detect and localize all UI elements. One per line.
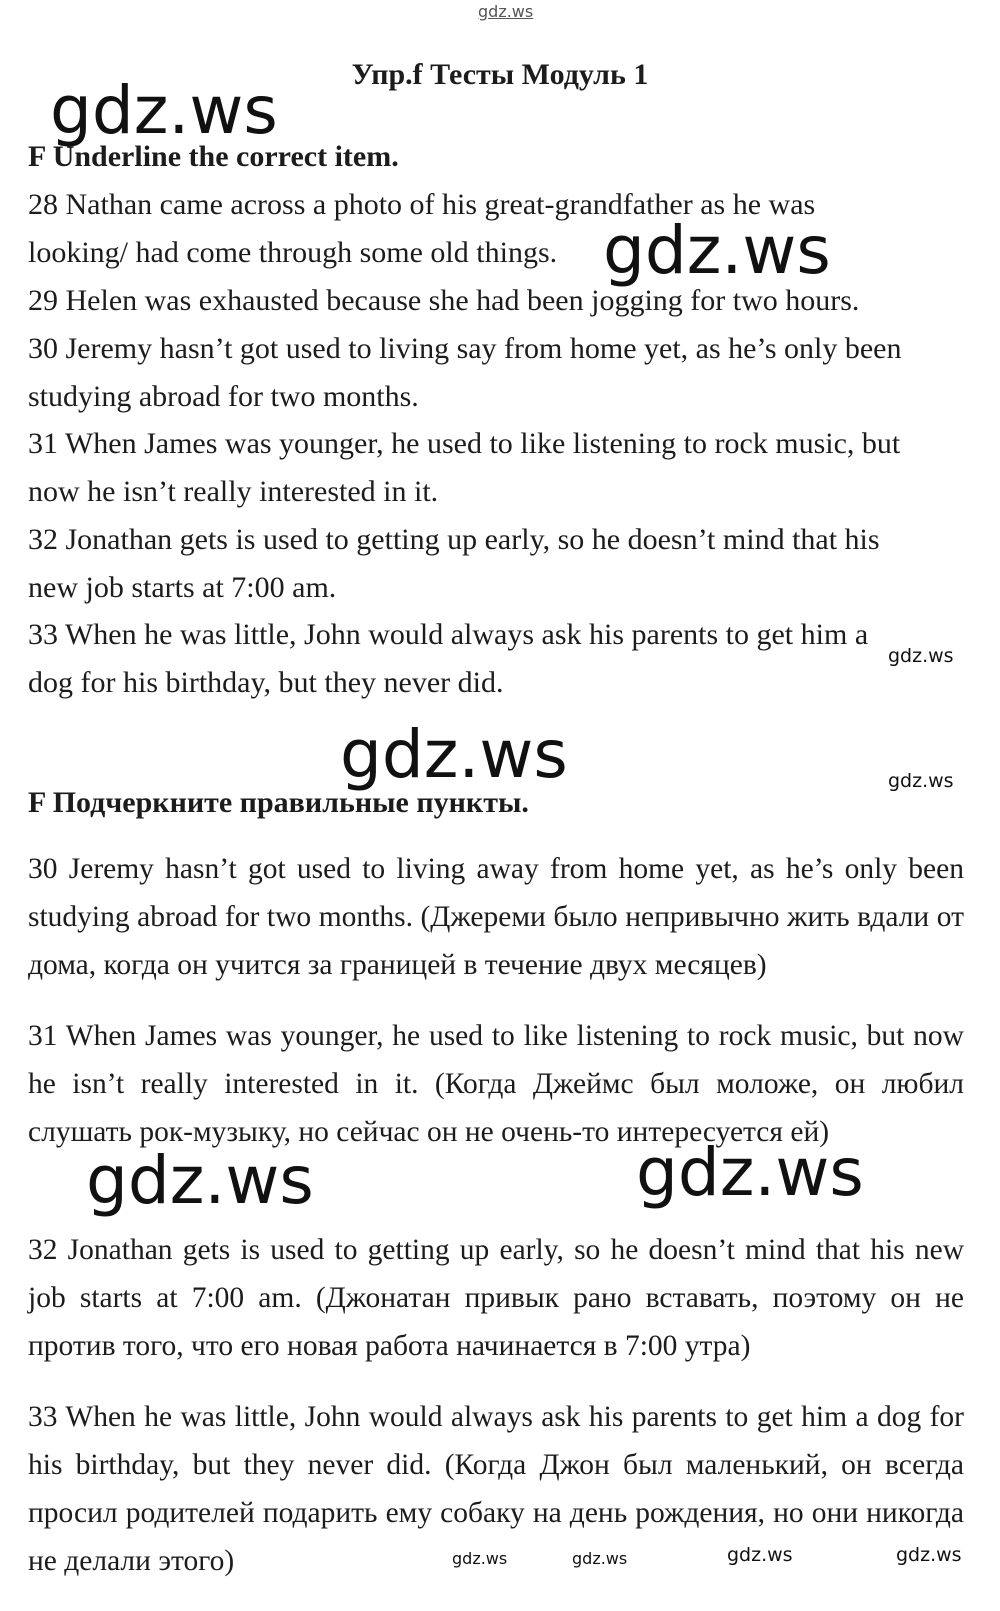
watermark-large-5: gdz.ws xyxy=(636,1134,864,1211)
exercise-line: 28 Nathan came across a photo of his great-grandfather as he was xyxy=(28,188,816,221)
exercise-line: studying abroad for two months. xyxy=(28,380,419,413)
watermark-large-3: gdz.ws xyxy=(340,716,568,793)
exercise-line: 29 Helen was exhausted because she had been jogging for two hours. xyxy=(28,284,860,317)
exercise-line: looking/ had come through some old things. xyxy=(28,236,558,269)
watermark-small-6: gdz.ws xyxy=(896,1544,962,1566)
exercise-line: 31 When James was younger, he used to like listening to rock music, but xyxy=(28,427,901,460)
watermark-large-4: gdz.ws xyxy=(86,1142,314,1219)
exercise-line: 32 Jonathan gets is used to getting up early, so he doesn’t mind that his xyxy=(28,523,880,556)
answer-paragraph: 30 Jeremy hasn’t got used to living away from home yet, as he’s only been studying abroad for two months. (Джереми было непривычно жить вдали от дома, когда он учится за границей в течение двух месяцев) xyxy=(28,853,964,981)
exercise-line: now he isn’t really interested in it. xyxy=(28,475,439,508)
answer-paragraph: 33 When he was little, John would always ask his parents to get him a dog for his birthday, but they never did. (Когда Джон был маленький, он всегда просил родителей подарить ему собаку на день рождения, но они никогда не делали этого) xyxy=(28,1401,964,1577)
section-en-heading: F Underline the correct item. xyxy=(28,140,399,173)
watermark-large-1: gdz.ws xyxy=(50,72,278,149)
answer-paragraph: 32 Jonathan gets is used to getting up early, so he doesn’t mind that his new job starts at 7:00 am. (Джонатан привык рано вставать, поэтому он не против того, что его новая работа начинается в 7:00 утра) xyxy=(28,1234,964,1362)
watermark-small-4: gdz.ws xyxy=(572,1549,628,1568)
page-title: Упр.f Тесты Модуль 1 xyxy=(351,58,649,91)
exercise-line: 30 Jeremy hasn’t got used to living say from home yet, as he’s only been xyxy=(28,332,902,365)
watermark-small-3: gdz.ws xyxy=(452,1549,508,1568)
exercise-line: new job starts at 7:00 am. xyxy=(28,571,337,604)
watermark-small-1: gdz.ws xyxy=(888,645,954,667)
exercise-line: 33 When he was little, John would always ask his parents to get him a xyxy=(28,618,869,651)
section-ru-heading: F Подчеркните правильные пункты. xyxy=(28,786,529,819)
exercise-line: dog for his birthday, but they never did. xyxy=(28,666,504,699)
watermark-top: gdz.ws xyxy=(478,2,534,21)
watermark-large-2: gdz.ws xyxy=(603,212,831,289)
watermark-small-5: gdz.ws xyxy=(727,1544,793,1566)
watermark-small-2: gdz.ws xyxy=(888,770,954,792)
answer-paragraph: 31 When James was younger, he used to like listening to rock music, but now he isn’t really interested in it. (Когда Джеймс был моложе, он любил слушать рок-музыку, но сейчас он не очень-то интересуется ей) xyxy=(28,1020,964,1148)
